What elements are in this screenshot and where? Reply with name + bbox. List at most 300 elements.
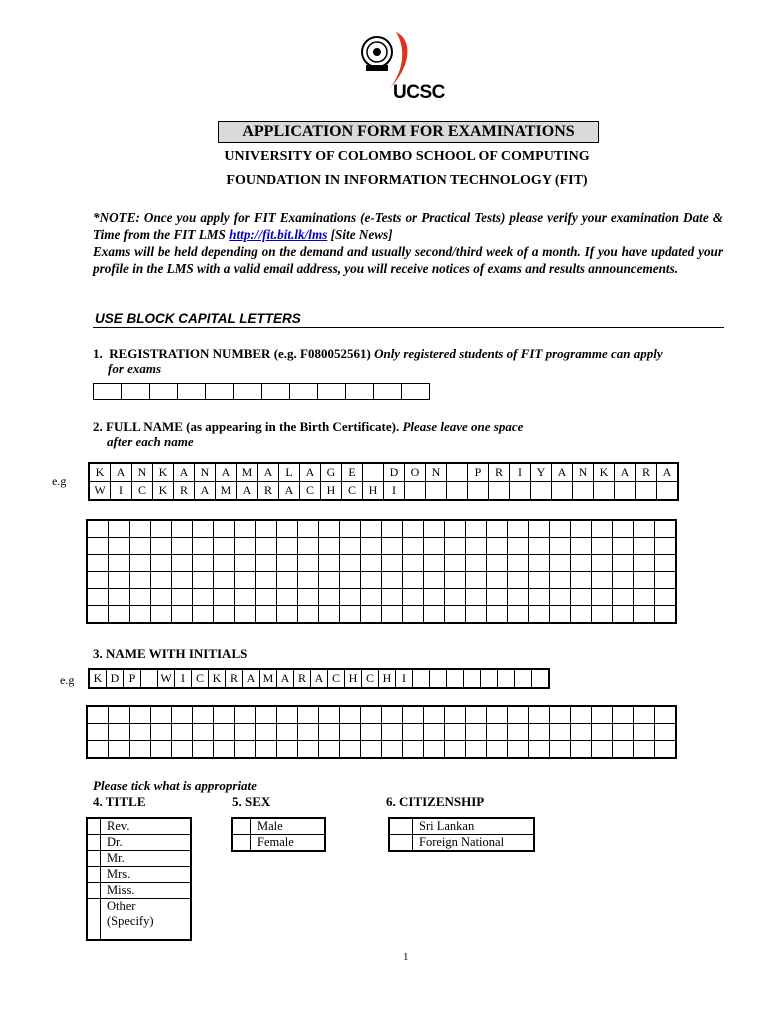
letter-box[interactable]: [592, 572, 613, 589]
letter-box[interactable]: [109, 520, 130, 538]
letter-box[interactable]: [361, 520, 382, 538]
letter-box[interactable]: [529, 706, 550, 724]
letter-box[interactable]: [403, 520, 424, 538]
letter-box[interactable]: [193, 589, 214, 606]
letter-box[interactable]: [298, 572, 319, 589]
letter-box[interactable]: [508, 520, 529, 538]
title-tick-box[interactable]: [87, 883, 101, 899]
letter-box[interactable]: [109, 555, 130, 572]
letter-box[interactable]: [466, 572, 487, 589]
letter-box[interactable]: [508, 538, 529, 555]
letter-box[interactable]: [634, 741, 655, 759]
letter-box[interactable]: [87, 538, 109, 555]
letter-box[interactable]: [374, 384, 402, 400]
letter-box[interactable]: [655, 606, 677, 624]
letter-box[interactable]: [571, 520, 592, 538]
letter-box[interactable]: [130, 572, 151, 589]
letter-box[interactable]: [193, 520, 214, 538]
letter-box[interactable]: [508, 741, 529, 759]
letter-box[interactable]: [550, 538, 571, 555]
letter-box[interactable]: [277, 538, 298, 555]
letter-box: R: [174, 482, 195, 501]
letter-box[interactable]: [529, 555, 550, 572]
letter-box[interactable]: [235, 572, 256, 589]
letter-box: A: [195, 482, 216, 501]
letter-box[interactable]: [178, 384, 206, 400]
letter-box[interactable]: [151, 538, 172, 555]
letter-box[interactable]: [382, 706, 403, 724]
letter-box[interactable]: [361, 606, 382, 624]
letter-box[interactable]: [130, 706, 151, 724]
letter-box[interactable]: [298, 706, 319, 724]
letter-box[interactable]: [206, 384, 234, 400]
letter-box[interactable]: [592, 606, 613, 624]
letter-box[interactable]: [87, 520, 109, 538]
sex-tick-box[interactable]: [232, 835, 251, 852]
letter-box[interactable]: [130, 606, 151, 624]
letter-box[interactable]: [319, 706, 340, 724]
citizenship-option: Foreign National: [413, 835, 535, 852]
letter-box[interactable]: [277, 520, 298, 538]
letter-box[interactable]: [172, 538, 193, 555]
letter-box[interactable]: [634, 538, 655, 555]
letter-box[interactable]: [613, 741, 634, 759]
letter-box[interactable]: [382, 538, 403, 555]
letter-box[interactable]: [487, 606, 508, 624]
letter-box[interactable]: [655, 572, 677, 589]
letter-box[interactable]: [445, 520, 466, 538]
letter-box[interactable]: [550, 572, 571, 589]
letter-box[interactable]: [634, 706, 655, 724]
letter-box[interactable]: [277, 724, 298, 741]
letter-box[interactable]: [403, 706, 424, 724]
letter-box[interactable]: [382, 606, 403, 624]
letter-box[interactable]: [256, 606, 277, 624]
letter-box[interactable]: [319, 555, 340, 572]
letter-box[interactable]: [151, 706, 172, 724]
letter-box[interactable]: [256, 724, 277, 741]
letter-box[interactable]: [256, 538, 277, 555]
letter-box[interactable]: [151, 555, 172, 572]
letter-box[interactable]: [319, 538, 340, 555]
letter-box[interactable]: [109, 589, 130, 606]
letter-box[interactable]: [571, 724, 592, 741]
letter-box[interactable]: [151, 589, 172, 606]
letter-box[interactable]: [193, 724, 214, 741]
title-tick-box[interactable]: [87, 835, 101, 851]
letter-box[interactable]: [655, 520, 677, 538]
letter-box[interactable]: [193, 572, 214, 589]
letter-box[interactable]: [256, 741, 277, 759]
letter-box[interactable]: [319, 741, 340, 759]
letter-box: A: [279, 482, 300, 501]
letter-box[interactable]: [424, 589, 445, 606]
letter-box[interactable]: [361, 572, 382, 589]
letter-box[interactable]: [214, 741, 235, 759]
letter-box[interactable]: [130, 724, 151, 741]
letter-box[interactable]: [529, 589, 550, 606]
letter-box[interactable]: [571, 589, 592, 606]
letter-box[interactable]: [277, 606, 298, 624]
letter-box[interactable]: [150, 384, 178, 400]
letter-box[interactable]: [109, 572, 130, 589]
letter-box[interactable]: [634, 555, 655, 572]
letter-box[interactable]: [340, 724, 361, 741]
letter-box[interactable]: [613, 538, 634, 555]
letter-box[interactable]: [319, 606, 340, 624]
letter-box[interactable]: [130, 538, 151, 555]
letter-box[interactable]: [151, 606, 172, 624]
letter-box[interactable]: [214, 724, 235, 741]
letter-box[interactable]: [277, 555, 298, 572]
letter-box[interactable]: [235, 724, 256, 741]
letter-box[interactable]: [340, 589, 361, 606]
title-option-row[interactable]: [87, 899, 191, 941]
letter-box[interactable]: [214, 706, 235, 724]
letter-box[interactable]: [214, 538, 235, 555]
letter-box: [573, 482, 594, 501]
letter-box[interactable]: [151, 724, 172, 741]
letter-box[interactable]: [592, 520, 613, 538]
letter-box[interactable]: [634, 520, 655, 538]
letter-box[interactable]: [235, 606, 256, 624]
letter-box: E: [342, 463, 363, 482]
letter-box[interactable]: [256, 555, 277, 572]
letter-box[interactable]: [256, 520, 277, 538]
letter-box[interactable]: [550, 724, 571, 741]
citizenship-option: Sri Lankan: [413, 818, 535, 835]
letter-box[interactable]: [487, 724, 508, 741]
letter-box[interactable]: [424, 555, 445, 572]
letter-box[interactable]: [340, 741, 361, 759]
letter-box[interactable]: [122, 384, 150, 400]
letter-box[interactable]: [298, 741, 319, 759]
letter-box[interactable]: [592, 724, 613, 741]
title-option-row[interactable]: [87, 835, 191, 851]
letter-box[interactable]: [214, 572, 235, 589]
letter-box[interactable]: [571, 555, 592, 572]
letter-box[interactable]: [508, 555, 529, 572]
letter-box[interactable]: [214, 520, 235, 538]
letter-box[interactable]: [234, 384, 262, 400]
sex-option-row[interactable]: [232, 835, 325, 852]
grid-row: [89, 669, 549, 688]
letter-box[interactable]: [87, 572, 109, 589]
letter-box[interactable]: [235, 538, 256, 555]
letter-box[interactable]: [613, 572, 634, 589]
letter-box[interactable]: [655, 724, 677, 741]
letter-box[interactable]: [592, 706, 613, 724]
letter-box[interactable]: [340, 520, 361, 538]
letter-box[interactable]: [193, 606, 214, 624]
letter-box[interactable]: [361, 706, 382, 724]
letter-box[interactable]: [466, 706, 487, 724]
letter-box[interactable]: [445, 724, 466, 741]
letter-box[interactable]: [403, 572, 424, 589]
letter-box[interactable]: [235, 555, 256, 572]
citizenship-option-row[interactable]: [389, 818, 534, 835]
letter-box[interactable]: [487, 589, 508, 606]
letter-box[interactable]: [340, 706, 361, 724]
letter-box[interactable]: [550, 520, 571, 538]
letter-box[interactable]: [340, 606, 361, 624]
letter-box[interactable]: [550, 706, 571, 724]
letter-box[interactable]: [109, 606, 130, 624]
letter-box[interactable]: [382, 589, 403, 606]
letter-box[interactable]: [487, 741, 508, 759]
letter-box[interactable]: [172, 741, 193, 759]
letter-box[interactable]: [592, 589, 613, 606]
letter-box[interactable]: [87, 741, 109, 759]
letter-box[interactable]: [655, 706, 677, 724]
letter-box[interactable]: [466, 724, 487, 741]
letter-box[interactable]: [403, 538, 424, 555]
letter-box[interactable]: [403, 606, 424, 624]
letter-box[interactable]: [94, 384, 122, 400]
letter-box[interactable]: [130, 520, 151, 538]
letter-box[interactable]: [298, 555, 319, 572]
letter-box[interactable]: [634, 572, 655, 589]
letter-box[interactable]: [319, 724, 340, 741]
letter-box[interactable]: [382, 741, 403, 759]
letter-box[interactable]: [256, 572, 277, 589]
letter-box[interactable]: [277, 589, 298, 606]
letter-box[interactable]: [487, 538, 508, 555]
letter-box[interactable]: [298, 606, 319, 624]
letter-box[interactable]: [634, 589, 655, 606]
letter-box[interactable]: [319, 572, 340, 589]
letter-box[interactable]: [403, 741, 424, 759]
letter-box[interactable]: [424, 538, 445, 555]
letter-box[interactable]: [130, 589, 151, 606]
title-tick-box[interactable]: [87, 899, 101, 941]
letter-box[interactable]: [87, 555, 109, 572]
initials-grid[interactable]: [86, 705, 677, 759]
letter-box[interactable]: [277, 706, 298, 724]
letter-box[interactable]: [613, 706, 634, 724]
letter-box[interactable]: [151, 520, 172, 538]
sex-option-row[interactable]: [232, 818, 325, 835]
grid-row: [94, 384, 430, 400]
letter-box[interactable]: [109, 724, 130, 741]
letter-box[interactable]: [172, 706, 193, 724]
letter-box[interactable]: [382, 555, 403, 572]
letter-box[interactable]: [340, 572, 361, 589]
letter-box[interactable]: [508, 589, 529, 606]
letter-box[interactable]: [403, 589, 424, 606]
letter-box[interactable]: [361, 741, 382, 759]
letter-box[interactable]: [130, 741, 151, 759]
letter-box[interactable]: [445, 555, 466, 572]
letter-box[interactable]: [634, 606, 655, 624]
letter-box[interactable]: [424, 606, 445, 624]
letter-box[interactable]: [277, 741, 298, 759]
letter-box[interactable]: [550, 741, 571, 759]
letter-box[interactable]: [403, 724, 424, 741]
letter-box[interactable]: [151, 741, 172, 759]
full-name-grid[interactable]: [86, 519, 677, 624]
letter-box[interactable]: [655, 589, 677, 606]
letter-box[interactable]: [487, 706, 508, 724]
letter-box[interactable]: [508, 606, 529, 624]
letter-box[interactable]: [172, 606, 193, 624]
letter-box[interactable]: [466, 538, 487, 555]
letter-box[interactable]: [445, 589, 466, 606]
citizenship-tick-box[interactable]: [389, 835, 413, 852]
letter-box[interactable]: [424, 572, 445, 589]
letter-box[interactable]: [529, 572, 550, 589]
letter-box[interactable]: [277, 572, 298, 589]
letter-box[interactable]: [361, 555, 382, 572]
letter-box[interactable]: [87, 589, 109, 606]
letter-box[interactable]: [235, 589, 256, 606]
letter-box[interactable]: [508, 724, 529, 741]
letter-box[interactable]: [571, 572, 592, 589]
letter-box[interactable]: [109, 706, 130, 724]
letter-box[interactable]: [172, 589, 193, 606]
letter-box[interactable]: [319, 520, 340, 538]
letter-box[interactable]: [424, 741, 445, 759]
letter-box[interactable]: [172, 520, 193, 538]
letter-box[interactable]: [634, 724, 655, 741]
letter-box[interactable]: [214, 555, 235, 572]
letter-box[interactable]: [445, 572, 466, 589]
letter-box[interactable]: [571, 741, 592, 759]
letter-box[interactable]: [87, 606, 109, 624]
letter-box[interactable]: [340, 555, 361, 572]
title-tick-box[interactable]: [87, 867, 101, 883]
letter-box[interactable]: [550, 555, 571, 572]
letter-box: W: [89, 482, 111, 501]
letter-box[interactable]: [613, 555, 634, 572]
letter-box[interactable]: [550, 606, 571, 624]
letter-box[interactable]: [592, 741, 613, 759]
title-option-row[interactable]: [87, 851, 191, 867]
letter-box[interactable]: [193, 706, 214, 724]
letter-box[interactable]: [130, 555, 151, 572]
letter-box[interactable]: [235, 520, 256, 538]
letter-box[interactable]: [193, 538, 214, 555]
letter-box[interactable]: [214, 606, 235, 624]
letter-box[interactable]: [256, 706, 277, 724]
letter-box[interactable]: [290, 384, 318, 400]
letter-box[interactable]: [466, 520, 487, 538]
title-option-row[interactable]: [87, 818, 191, 835]
letter-box[interactable]: [235, 706, 256, 724]
letter-box[interactable]: [445, 741, 466, 759]
letter-box[interactable]: [361, 724, 382, 741]
letter-box[interactable]: [487, 520, 508, 538]
letter-box[interactable]: [382, 520, 403, 538]
letter-box[interactable]: [571, 538, 592, 555]
letter-box[interactable]: [340, 538, 361, 555]
letter-box[interactable]: [87, 724, 109, 741]
title-tick-box[interactable]: [87, 818, 101, 835]
letter-box[interactable]: [571, 606, 592, 624]
letter-box[interactable]: [361, 538, 382, 555]
letter-box[interactable]: [382, 724, 403, 741]
grid-row: [87, 724, 676, 741]
letter-box[interactable]: [466, 555, 487, 572]
title-option-row[interactable]: [87, 883, 191, 899]
letter-box[interactable]: [262, 384, 290, 400]
citizenship-option-row[interactable]: [389, 835, 534, 852]
sex-tick-box[interactable]: [232, 818, 251, 835]
letter-box[interactable]: [256, 589, 277, 606]
letter-box[interactable]: [508, 706, 529, 724]
letter-box[interactable]: [445, 538, 466, 555]
title-tick-box[interactable]: [87, 851, 101, 867]
letter-box[interactable]: [172, 724, 193, 741]
letter-box[interactable]: [445, 606, 466, 624]
letter-box[interactable]: [529, 741, 550, 759]
letter-box[interactable]: [655, 741, 677, 759]
letter-box[interactable]: [193, 555, 214, 572]
letter-box[interactable]: [613, 606, 634, 624]
letter-box[interactable]: [346, 384, 374, 400]
registration-number-grid[interactable]: [93, 383, 430, 400]
letter-box[interactable]: [403, 555, 424, 572]
letter-box[interactable]: [298, 538, 319, 555]
letter-box[interactable]: [424, 724, 445, 741]
letter-box[interactable]: [592, 538, 613, 555]
letter-box[interactable]: [424, 706, 445, 724]
letter-box[interactable]: [298, 724, 319, 741]
letter-box[interactable]: [613, 724, 634, 741]
letter-box[interactable]: [298, 520, 319, 538]
citizenship-tick-box[interactable]: [389, 818, 413, 835]
letter-box[interactable]: [613, 589, 634, 606]
letter-box[interactable]: [529, 520, 550, 538]
letter-box[interactable]: [109, 741, 130, 759]
letter-box[interactable]: [466, 589, 487, 606]
letter-box[interactable]: [508, 572, 529, 589]
letter-box[interactable]: [402, 384, 430, 400]
letter-box[interactable]: [529, 724, 550, 741]
letter-box[interactable]: [571, 706, 592, 724]
letter-box[interactable]: [529, 538, 550, 555]
letter-box[interactable]: [550, 589, 571, 606]
letter-box[interactable]: [487, 555, 508, 572]
letter-box[interactable]: [172, 555, 193, 572]
letter-box[interactable]: [193, 741, 214, 759]
letter-box[interactable]: [298, 589, 319, 606]
letter-box[interactable]: [151, 572, 172, 589]
letter-box[interactable]: [172, 572, 193, 589]
letter-box[interactable]: [109, 538, 130, 555]
letter-box[interactable]: [87, 706, 109, 724]
letter-box[interactable]: [382, 572, 403, 589]
letter-box[interactable]: [214, 589, 235, 606]
letter-box[interactable]: [319, 589, 340, 606]
letter-box[interactable]: [235, 741, 256, 759]
letter-box[interactable]: [466, 606, 487, 624]
letter-box[interactable]: [592, 555, 613, 572]
letter-box[interactable]: [424, 520, 445, 538]
letter-box[interactable]: [361, 589, 382, 606]
letter-box[interactable]: [466, 741, 487, 759]
letter-box: A: [243, 669, 260, 688]
letter-box[interactable]: [655, 538, 677, 555]
lms-link[interactable]: http://fit.bit.lk/lms: [229, 227, 328, 242]
letter-box[interactable]: [445, 706, 466, 724]
letter-box[interactable]: [529, 606, 550, 624]
title-option-row[interactable]: [87, 867, 191, 883]
letter-box[interactable]: [487, 572, 508, 589]
letter-box[interactable]: [613, 520, 634, 538]
letter-box[interactable]: [655, 555, 677, 572]
letter-box[interactable]: [318, 384, 346, 400]
